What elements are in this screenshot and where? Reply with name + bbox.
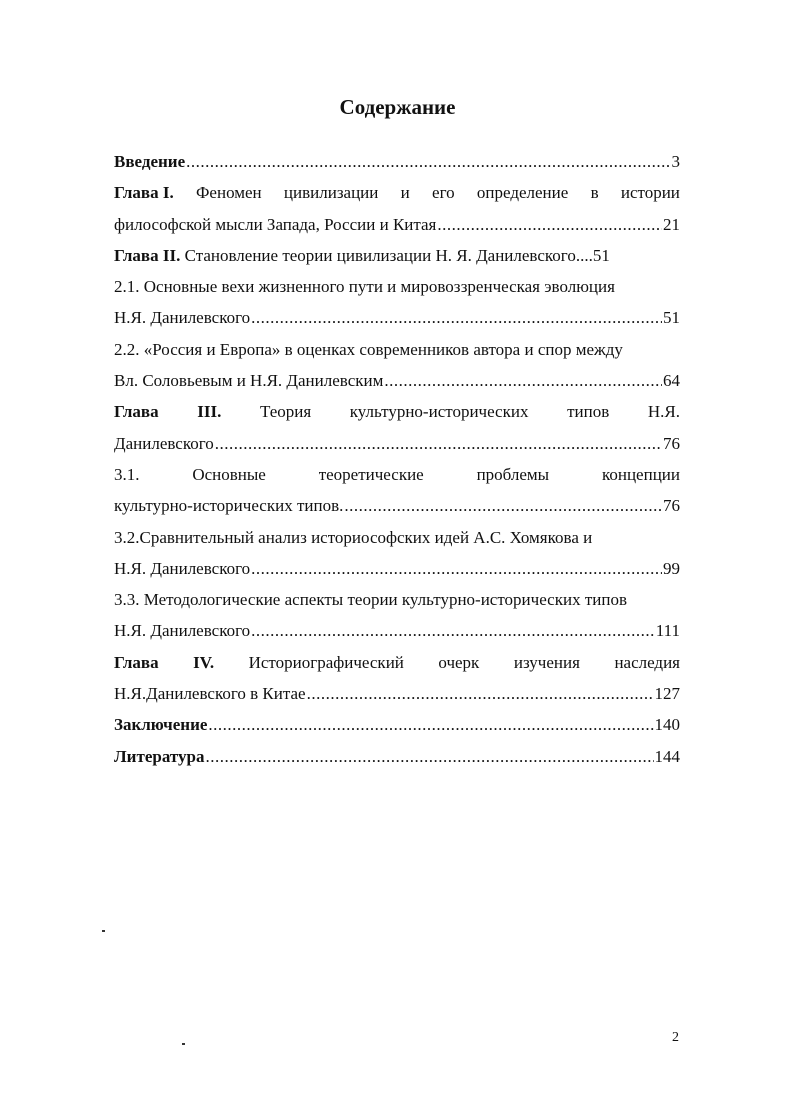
toc-entry-label: Вл. Соловьевым и Н.Я. Данилевским xyxy=(114,371,384,391)
toc-word: III. xyxy=(197,402,222,422)
toc-leader xyxy=(344,490,662,521)
toc-word: истории xyxy=(620,183,680,203)
toc-leader xyxy=(186,146,670,177)
toc-entry-label: Данилевского xyxy=(114,433,214,453)
toc-page-number: 76 xyxy=(663,433,680,453)
toc-entry-label: 2.2. «Россия и Европа» в оценках современников автора и спор между xyxy=(114,339,623,359)
toc-entry-section-2-2-line-1[interactable] xyxy=(114,334,680,365)
toc-leader xyxy=(251,615,655,646)
toc-word: его xyxy=(432,183,455,203)
toc-entry-label: культурно-исторических типов. xyxy=(114,496,344,516)
toc-word: изучения xyxy=(513,652,580,672)
toc-word: теоретические xyxy=(318,464,424,484)
toc-page-number: 64 xyxy=(663,371,680,391)
toc-page-number: ....51 xyxy=(575,245,610,265)
toc-entry-chapter-3-line-2[interactable] xyxy=(114,428,680,459)
toc-entry-chapter-2[interactable] xyxy=(114,240,680,271)
toc-page-number: 51 xyxy=(663,308,680,328)
toc-entry-chapter-1-line-1[interactable] xyxy=(114,177,680,208)
toc-word: типов xyxy=(567,402,610,422)
toc-page-number: 140 xyxy=(654,715,680,735)
toc-entry-section-3-1-line-2[interactable] xyxy=(114,490,680,521)
toc-entry-section-2-2-line-2[interactable] xyxy=(114,365,680,396)
toc-page-number: 127 xyxy=(654,684,680,704)
toc-entry-label xyxy=(114,240,576,271)
toc-entry-label: философской мысли Запада, России и Китая xyxy=(114,214,437,234)
toc-entry-literature[interactable] xyxy=(114,741,680,772)
toc-word: IV. xyxy=(193,652,215,672)
toc-entry-chapter-3-line-1[interactable] xyxy=(114,396,680,427)
toc-word: наследия xyxy=(614,652,680,672)
toc-leader xyxy=(384,365,662,396)
toc-word: Теория xyxy=(259,402,312,422)
toc-entry-label: Заключение xyxy=(114,715,208,735)
toc-entry-label: Литература xyxy=(114,746,205,766)
toc-entry-section-3-3-line-2[interactable] xyxy=(114,615,680,646)
toc-chapter-prefix: Глава II. xyxy=(114,245,181,265)
toc-entry-chapter-4-line-1[interactable] xyxy=(114,647,680,678)
toc-entry-label: Н.Я.Данилевского в Китае xyxy=(114,684,306,704)
page-title: Содержание xyxy=(339,95,456,119)
page-number: 2 xyxy=(672,1030,679,1045)
toc-entry-intro[interactable] xyxy=(114,146,680,177)
toc-word: Основные xyxy=(192,464,266,484)
scan-speck xyxy=(182,1043,185,1045)
toc-leader xyxy=(215,428,662,459)
toc-word: 3.1. xyxy=(114,464,140,484)
toc-page-number: 99 xyxy=(663,558,680,578)
toc-entry-label: Введение xyxy=(114,152,186,171)
toc-leader xyxy=(205,741,653,772)
toc-entry-label: Н.Я. Данилевского xyxy=(114,308,251,328)
toc-entry-section-3-2-line-2[interactable] xyxy=(114,553,680,584)
toc-entry-section-3-3-line-1[interactable] xyxy=(114,584,680,615)
toc-word: в xyxy=(590,183,599,203)
toc-word: Историографический xyxy=(248,652,404,672)
toc-entry-section-2-1-line-2[interactable] xyxy=(114,302,680,333)
toc-leader xyxy=(251,553,662,584)
toc-entry-label: 2.1. Основные вехи жизненного пути и мировоззренческая эволюция xyxy=(114,277,615,297)
toc-entry-section-2-1-line-1[interactable] xyxy=(114,271,680,302)
toc-page-number: 144 xyxy=(654,746,680,766)
scan-speck xyxy=(102,930,105,932)
toc-word: цивилизации xyxy=(283,183,379,203)
table-of-contents xyxy=(114,146,680,772)
toc-leader xyxy=(437,209,662,240)
toc-entry-label: Н.Я. Данилевского xyxy=(114,558,251,578)
toc-leader xyxy=(307,678,654,709)
toc-entry-section-3-2-line-1[interactable] xyxy=(114,522,680,553)
toc-entry-label: Н.Я. Данилевского xyxy=(114,621,251,641)
toc-entry-label: 3.2.Сравнительный анализ историософских идей А.С. Хомякова и xyxy=(114,527,593,547)
toc-word: Глава I. xyxy=(114,183,174,203)
toc-leader xyxy=(208,709,653,740)
toc-entry-section-3-1-line-1[interactable] xyxy=(114,459,680,490)
toc-word: культурно-исторических xyxy=(349,402,529,422)
toc-word: концепции xyxy=(601,464,680,484)
toc-entry-chapter-1-line-2[interactable] xyxy=(114,209,680,240)
toc-word: очерк xyxy=(438,652,480,672)
toc-word: Глава xyxy=(114,402,159,422)
toc-word: и xyxy=(400,183,410,203)
toc-word: Феномен xyxy=(196,183,262,203)
toc-chapter-title: Становление теории цивилизации Н. Я. Данилевского xyxy=(180,245,576,265)
toc-word: определение xyxy=(476,183,569,203)
toc-page-number: 21 xyxy=(663,214,680,234)
toc-entry-conclusion[interactable] xyxy=(114,709,680,740)
toc-word: Глава xyxy=(114,652,159,672)
toc-page-number: 3 xyxy=(671,152,680,171)
toc-page-number: 76 xyxy=(663,496,680,516)
toc-entry-chapter-4-line-2[interactable] xyxy=(114,678,680,709)
toc-page-number: 111 xyxy=(655,621,680,641)
toc-word: проблемы xyxy=(476,464,550,484)
toc-leader xyxy=(251,302,662,333)
toc-word: Н.Я. xyxy=(647,402,680,422)
toc-entry-label: 3.3. Методологические аспекты теории культурно-исторических типов xyxy=(114,590,627,610)
